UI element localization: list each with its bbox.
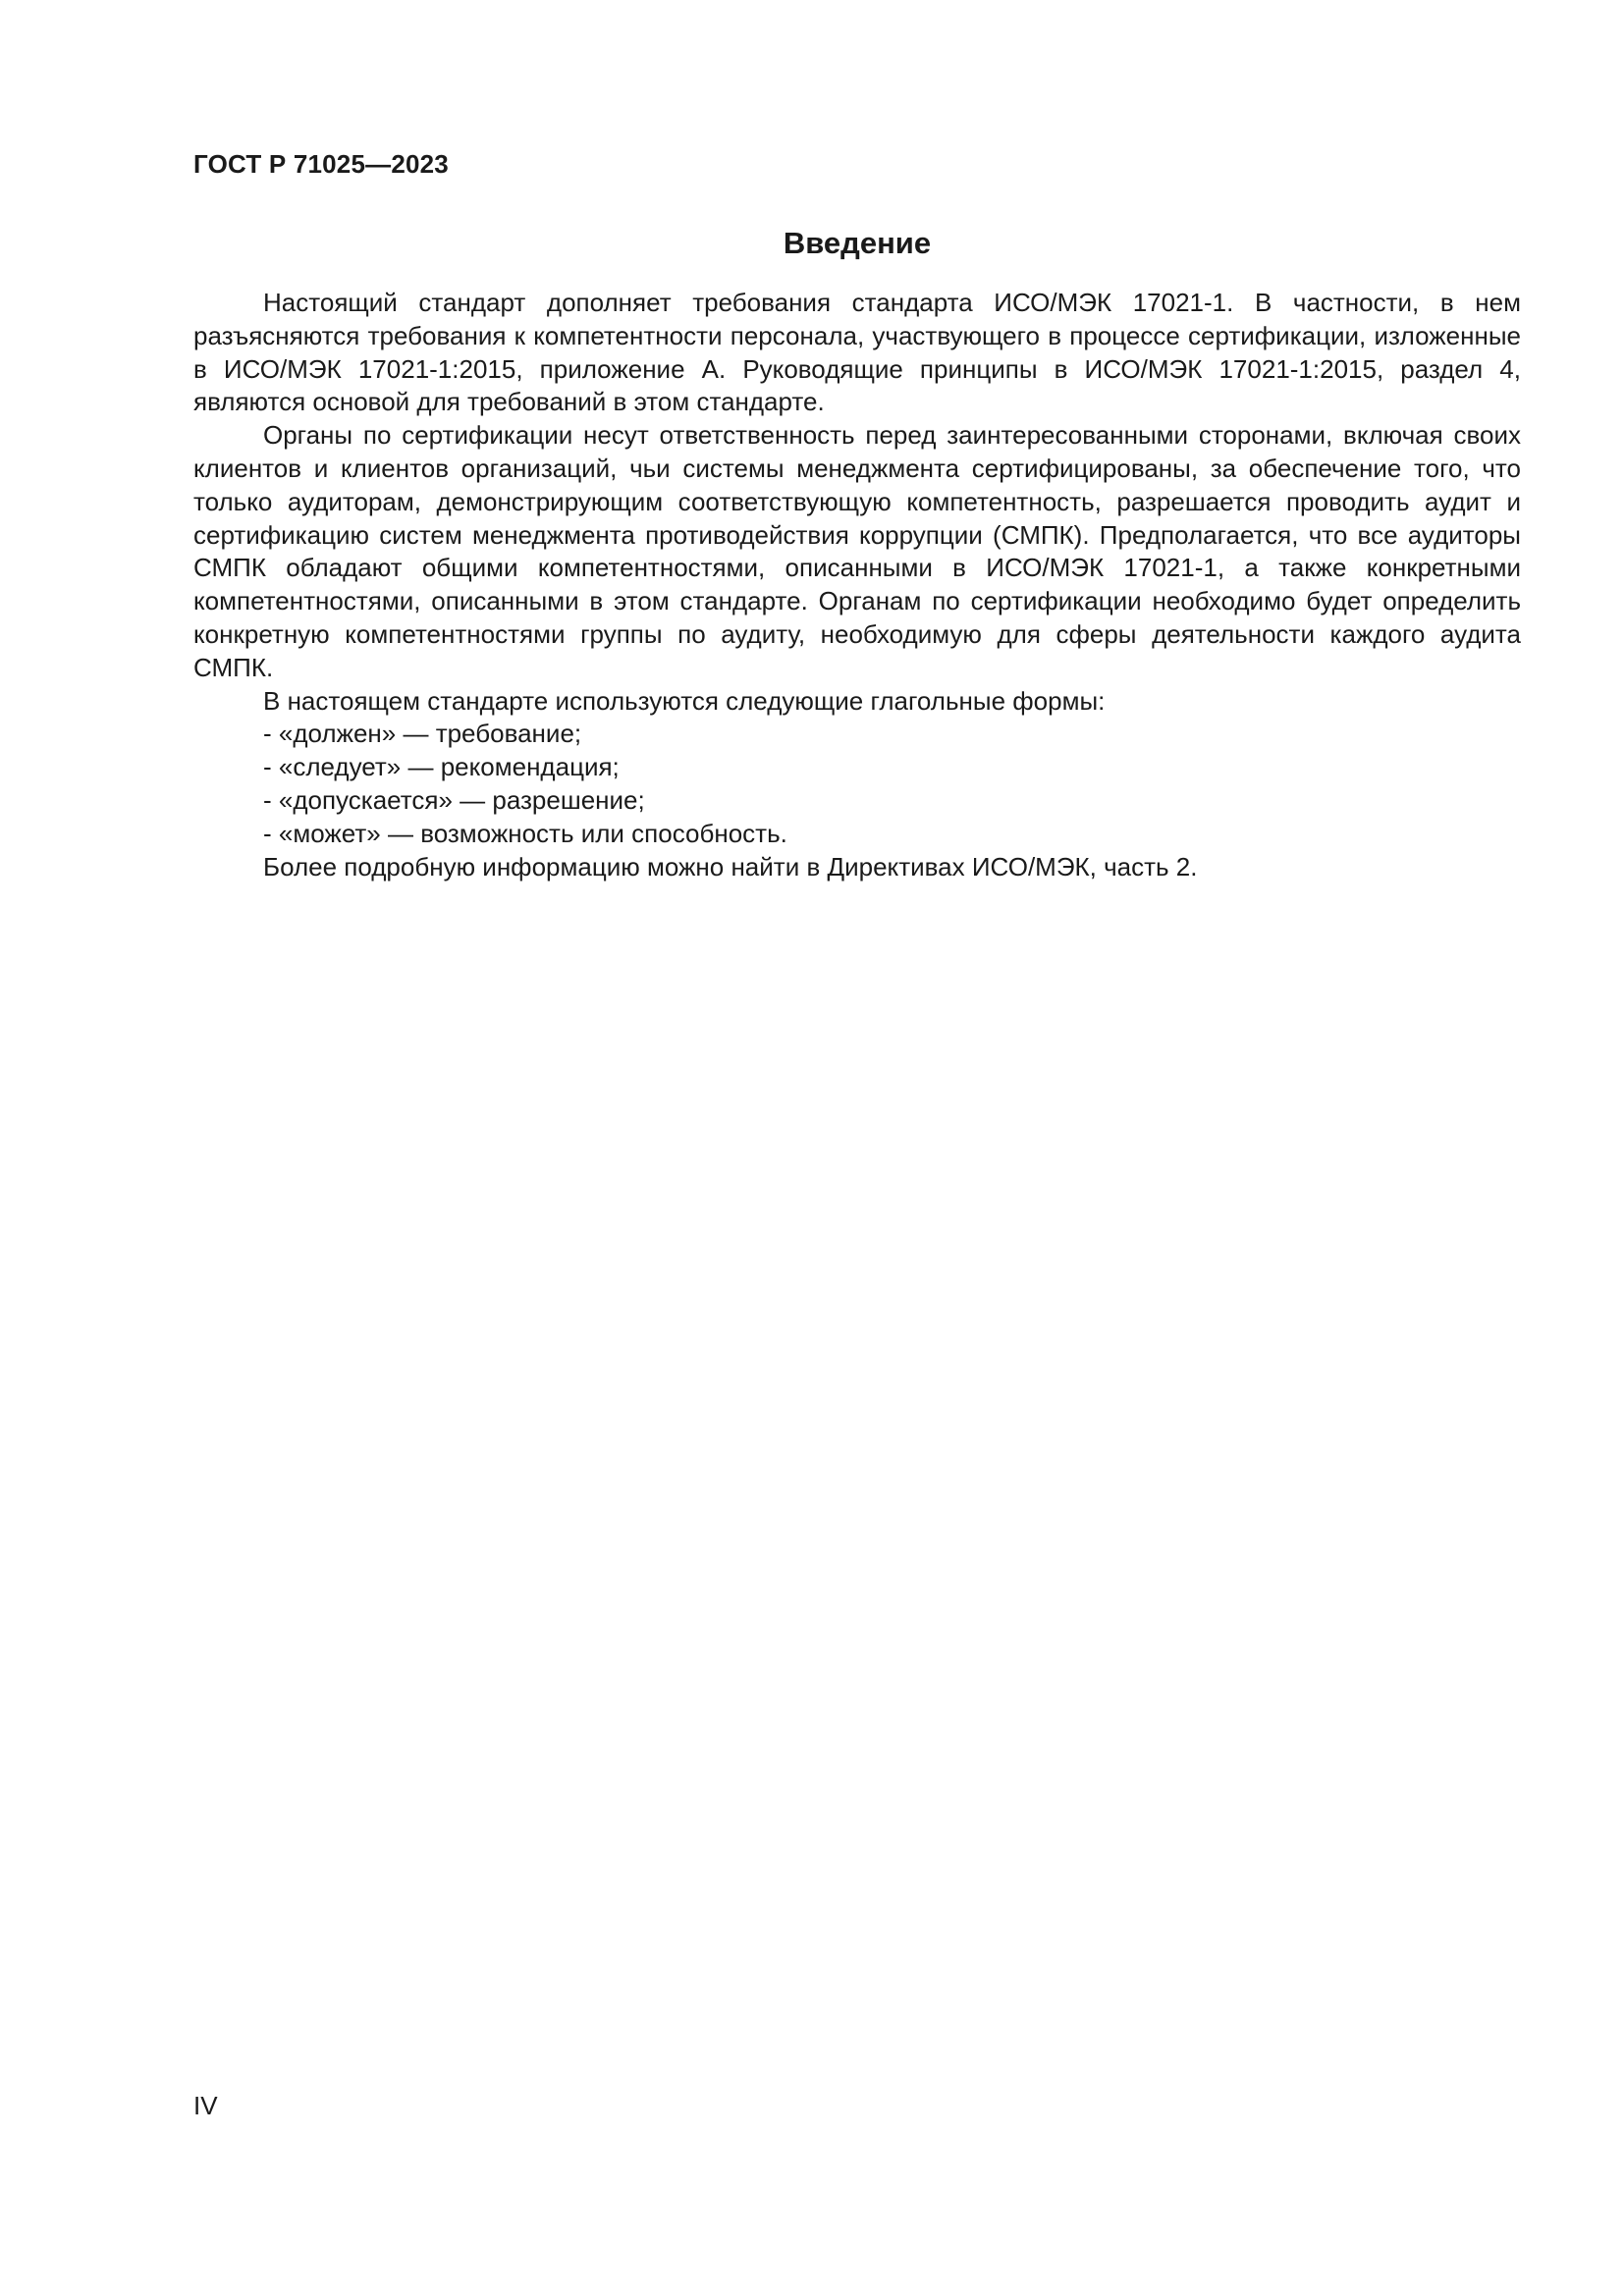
verb-forms-list [193, 718, 1521, 850]
body-text [193, 287, 1521, 883]
paragraph-verb-forms-intro: В настоящем стандарте используются следующие глагольные формы: [263, 685, 1106, 716]
list-item: - «может» — возможность или способность. [263, 818, 787, 848]
list-item: - «следует» — рекомендация; [263, 752, 620, 782]
section-title: Введение [783, 226, 932, 260]
paragraph-closing: Более подробную информацию можно найти в Директивах ИСО/МЭК, часть 2. [263, 851, 1198, 881]
page-number: IV [193, 2091, 218, 2120]
list-item: - «должен» — требование; [263, 719, 582, 749]
document-id-header: ГОСТ Р 71025—2023 [193, 149, 449, 179]
paragraph-certification-bodies: Органы по сертификации несут ответственность перед заинтересованными сторонами, включая своих клиентов и клиентов организаций, чьи системы менеджмента сертифицированы, за обеспечение того, что только аудиторам, демонстрирующим соответствующую компетентность, разрешается проводить аудит и сертификацию систем менеджмента противодействия коррупции (СМПК). Предполагается, что все аудиторы СМПК обладают общими компетентностями, описанными в ИСО/МЭК 17021-1, а также конкретными компетентностями, описанными в этом стандарте. Органам по сертификации необходимо будет определить конкретную компетентностями группы по аудиту, необходимую для сферы деятельности каждого аудита СМПК. [193, 420, 1521, 682]
paragraph-intro: Настоящий стандарт дополняет требования стандарта ИСО/МЭК 17021-1. В частности, в нем разъясняются требования к компетентности персонала, участвующего в процессе сертификации, изложенные в ИСО/МЭК 17021-1:2015, приложение А. Руководящие принципы в ИСО/МЭК 17021-1:2015, раздел 4, являются основой для требований в этом стандарте. [193, 288, 1521, 417]
list-item: - «допускается» — разрешение; [263, 784, 645, 815]
